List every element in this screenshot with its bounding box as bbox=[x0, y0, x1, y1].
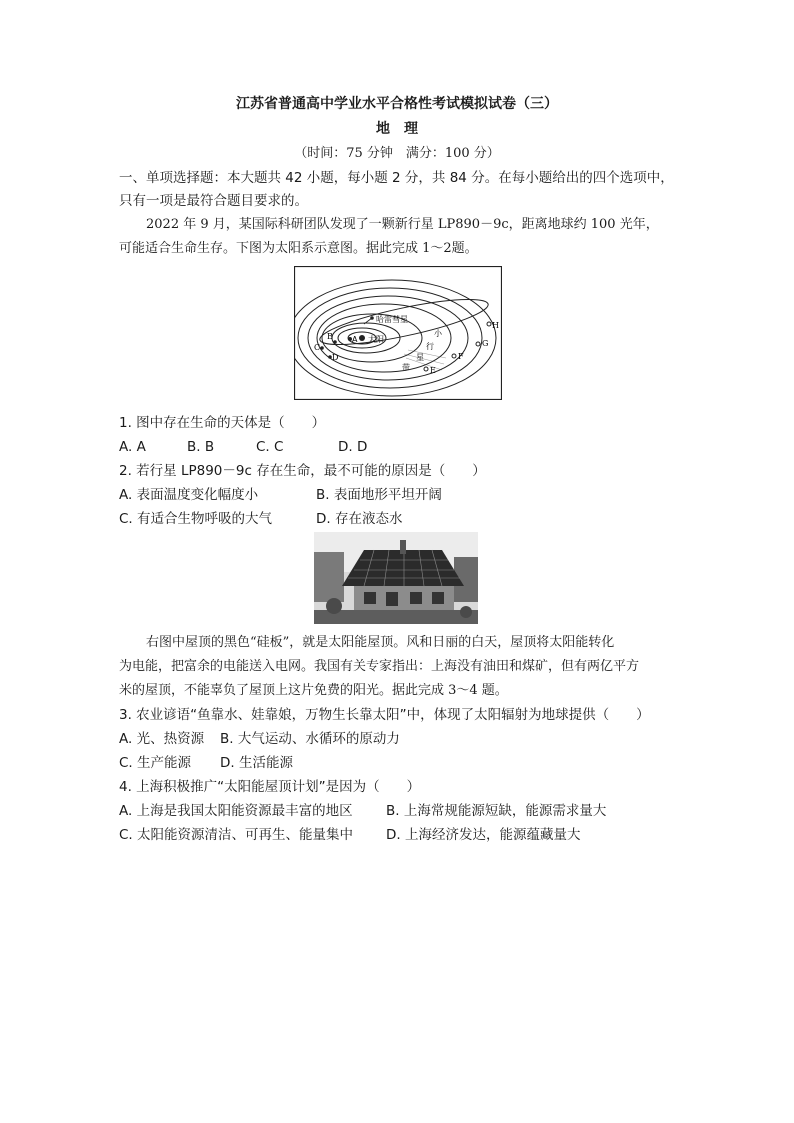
solar-roof-house-photo bbox=[314, 532, 478, 624]
q3-option-c: C. 生产能源 bbox=[119, 755, 192, 771]
planet-e-marker bbox=[424, 367, 428, 371]
planet-g-label: G bbox=[482, 339, 489, 348]
q4-option-d: D. 上海经济发达，能源蕴藏量大 bbox=[386, 827, 581, 843]
q1-option-b: B. B bbox=[187, 439, 215, 455]
q4-option-b: B. 上海常规能源短缺，能源需求量大 bbox=[386, 803, 607, 819]
q2-stem: 2. 若行星 LP890－9c 存在生命，最不可能的原因是（ ） bbox=[119, 463, 486, 479]
sun-label: 太阳 bbox=[368, 335, 384, 344]
q2-option-b: B. 表面地形平坦开阔 bbox=[316, 487, 442, 503]
planet-b-marker bbox=[333, 340, 337, 344]
planet-b-label: B bbox=[327, 332, 333, 341]
comet-label: 哈雷彗星 bbox=[376, 315, 408, 324]
q4-stem: 4. 上海积极推广“太阳能屋顶计划”是因为（ ） bbox=[119, 779, 421, 795]
passage2-line1: 右图中屋顶的黑色“硅板”，就是太阳能屋顶。风和日丽的白天，屋顶将太阳能转化 bbox=[146, 635, 615, 650]
planet-a-label: A bbox=[352, 335, 358, 344]
planet-h-label: H bbox=[492, 321, 499, 330]
passage2-line3: 米的屋顶，不能辜负了屋顶上这片免费的阳光。据此完成 3～4 题。 bbox=[119, 683, 508, 698]
planet-d-marker bbox=[328, 355, 332, 359]
planet-c-marker bbox=[320, 346, 324, 350]
q2-option-c: C. 有适合生物呼吸的大气 bbox=[119, 511, 273, 527]
planet-f-marker bbox=[452, 354, 456, 358]
planet-d-label: D bbox=[332, 353, 339, 362]
asteroid-belt-label-4: 带 bbox=[402, 363, 410, 372]
q2-option-d: D. 存在液态水 bbox=[316, 511, 403, 527]
subject-title: 地 理 bbox=[376, 121, 418, 137]
q4-option-c: C. 太阳能资源清洁、可再生、能量集中 bbox=[119, 827, 354, 843]
q1-option-a: A. A bbox=[119, 439, 146, 455]
asteroid-belt-label-2: 行 bbox=[426, 342, 434, 351]
planet-h-marker bbox=[487, 322, 491, 326]
q3-option-b: B. 大气运动、水循环的原动力 bbox=[220, 731, 400, 747]
exam-title: 江苏省普通高中学业水平合格性考试模拟试卷（三） bbox=[236, 96, 558, 112]
planet-e-label: E bbox=[430, 366, 436, 375]
passage2-line2: 为电能，把富余的电能送入电网。我国有关专家指出：上海没有油田和煤矿，但有两亿平方 bbox=[119, 659, 640, 674]
q3-stem: 3. 农业谚语“鱼靠水、娃靠娘，万物生长靠太阳”中，体现了太阳辐射为地球提供（ ） bbox=[119, 707, 650, 723]
section-instruction-line1: 一、单项选择题：本大题共 42 小题，每小题 2 分，共 84 分。在每小题给出的四个选项中， bbox=[119, 170, 674, 186]
q4-option-a: A. 上海是我国太阳能资源最丰富的地区 bbox=[119, 803, 353, 819]
q1-option-d: D. D bbox=[338, 439, 368, 455]
passage1-line2: 可能适合生命生存。下图为太阳系示意图。据此完成 1～2题。 bbox=[119, 241, 478, 256]
section-instruction-line2: 只有一项是最符合题目要求的。 bbox=[119, 193, 308, 209]
asteroid-belt-label-1: 小 bbox=[434, 329, 442, 338]
time-info: （时间：75 分钟 满分：100 分） bbox=[294, 146, 500, 161]
asteroid-belt-label-3: 星 bbox=[416, 353, 424, 362]
q2-option-a: A. 表面温度变化幅度小 bbox=[119, 487, 259, 503]
planet-f-label: F bbox=[458, 352, 464, 361]
q1-stem: 1. 图中存在生命的天体是（ ） bbox=[119, 415, 326, 431]
solar-system-diagram bbox=[294, 266, 502, 400]
q1-option-c: C. C bbox=[256, 439, 284, 455]
q3-option-d: D. 生活能源 bbox=[220, 755, 293, 771]
planet-c-label: C bbox=[314, 343, 321, 352]
sun-icon bbox=[359, 335, 365, 341]
q3-option-a: A. 光、热资源 bbox=[119, 731, 205, 747]
passage1-line1: 2022 年 9 月，某国际科研团队发现了一颗新行星 LP890－9c，距离地球约 100 光年， bbox=[146, 217, 659, 232]
planet-g-marker bbox=[476, 342, 480, 346]
